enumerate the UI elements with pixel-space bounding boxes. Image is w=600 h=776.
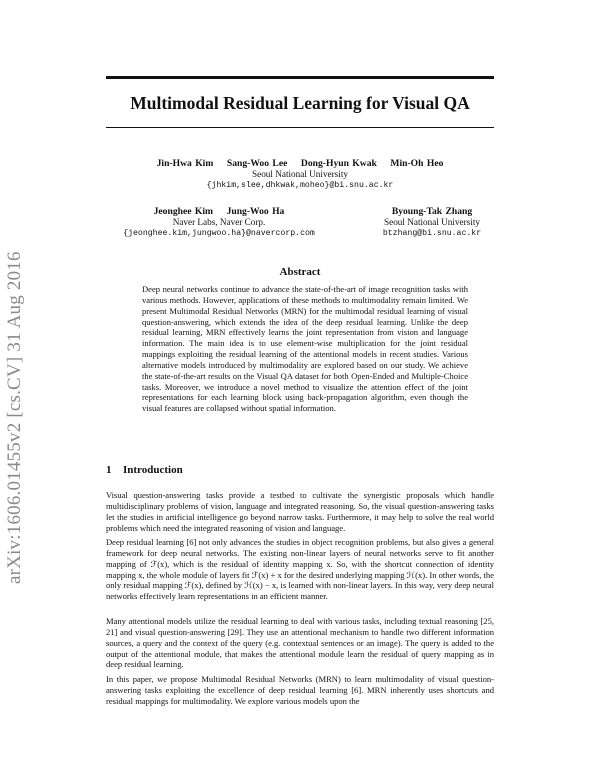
author-affiliation: Naver Labs, Naver Corp. <box>172 217 266 227</box>
body-paragraph: Visual question-answering tasks provide a testbed to cultivate the synergistic proposals which handle multidisciplinary problems of vision, language and integrated reasoning. So, the visual question-answering tasks let the studies in artificial intelligence go beyond narrow tasks. Furthermore, it may help to solve the real world problems which need the integrated reasoning of vision and language. <box>106 490 494 533</box>
abstract-text: Deep neural networks continue to advance the state-of-the-art of image recognition tasks with various methods. However, applications of these methods to multimodality remain limited. We present Multimodal Residual Networks (MRN) for the multimodal residual learning of visual question-answering, which extends the idea of the deep residual learning. Unlike the deep residual learning, MRN effectively learns the joint representation from vision and language information. The main idea is to use element-wise multiplication for the joint residual mappings exploiting the residual learning of the attentional models in recent studies. Various alternative models introduced by multimodality are explored based on our study. We achieve the state-of-the-art results on the Visual QA dataset for both Open-Ended and Multiple-Choice tasks. Moreover, we introduce a novel method to visualize the attention effect of the joint representations for each learning block using back-propagation algorithm, even though the visual features are collapsed without spatial information. <box>142 284 468 414</box>
paper-title: Multimodal Residual Learning for Visual QA <box>130 93 470 113</box>
abstract-heading: Abstract <box>279 266 321 278</box>
author-names: Jeonghee Kim Jung-Woo Ha <box>153 206 285 217</box>
title-top-rule <box>106 76 494 79</box>
author-group-1 <box>0 158 600 191</box>
author-names: Byoung-Tak Zhang <box>391 206 473 217</box>
author-emails: {jhkim,slee,dhkwak,moheo}@bi.snu.ac.kr <box>206 181 394 190</box>
author-affiliation: Seoul National University <box>384 217 480 227</box>
author-emails: btzhang@bi.snu.ac.kr <box>382 229 482 238</box>
title-bottom-rule <box>106 127 494 128</box>
author-affiliation: Seoul National University <box>252 169 348 179</box>
arxiv-identifier: arXiv:1606.01455v2 [cs.CV] 31 Aug 2016 <box>4 251 25 584</box>
body-paragraph: Many attentional models utilize the residual learning to deal with various tasks, including textual reasoning [25, 21] and visual question-answering [29]. They use an attentional mechanism to handle two different information sources, a query and the context of the query (e.g. contextual sentences or an image). The query is added to the output of the attentional module, that makes the attentional module learn the residual of query mapping as in deep residual learning. <box>106 616 494 670</box>
author-group-2 <box>108 206 330 239</box>
author-names: Jin-Hwa Kim Sang-Woo Lee Dong-Hyun Kwak Min-Oh Heo <box>156 158 444 169</box>
body-paragraph: Deep residual learning [6] not only advances the studies in object recognition problems, but also gives a general framework for deep neural networks. The existing non-linear layers of neural networks serve to fit another mapping of ℱ(x), which is the residual of identity mapping x. So, with the shortcut connection of identity mapping x, the whole module of layers fit ℱ(x) + x for the desired underlying mapping ℋ(x). In other words, the only residual mapping ℱ(x), defined by ℋ(x) − x, is learned with non-linear layers. In this way, very deep neural networks effectively learn representations in an efficient manner. <box>106 537 494 602</box>
section-heading <box>106 464 183 476</box>
author-group-3 <box>352 206 512 239</box>
section-title: Introduction <box>123 464 183 476</box>
section-number: 1 <box>106 464 112 476</box>
body-paragraph: In this paper, we propose Multimodal Residual Networks (MRN) to learn multimodality of visual question-answering tasks exploiting the excellence of deep residual learning [6]. MRN inherently uses shortcuts and residual mappings for multimodality. We explore various models upon the <box>106 674 494 706</box>
author-emails: {jeonghee.kim,jungwoo.ha}@navercorp.com <box>123 229 315 238</box>
